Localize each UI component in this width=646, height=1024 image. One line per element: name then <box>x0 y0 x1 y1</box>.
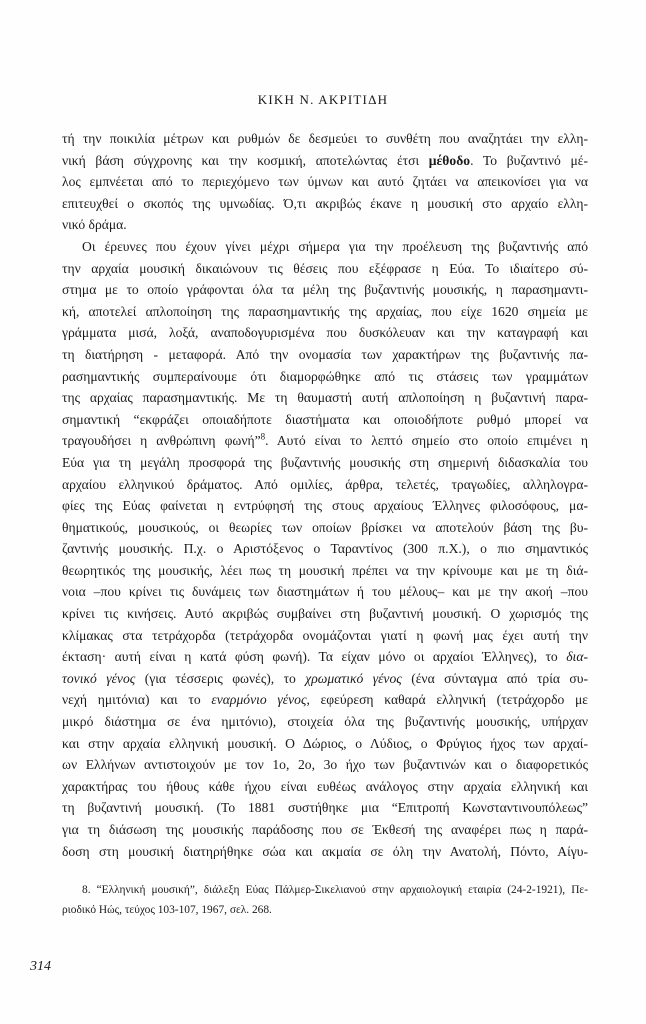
body-line <box>62 646 588 668</box>
body-line: της αρχαίας παρασημαντικής. Με τη θαυμαστή αυτή απλοποίηση η βυζαντινή παρα- <box>62 390 588 406</box>
body-line: και στην αρχαία ελληνική μουσική. Ο Δώριος, ο Λύδιος, ο Φρύγιος ήχος των αρχαί- <box>62 735 588 751</box>
body-line: γράμματα μισά, λοξά, αναποδογυρισμένα που δυσκόλευαν και την καταγραφή και <box>62 325 588 341</box>
body-line: νοια –που κρίνει τις δυνάμεις των διαστημάτων ή του μέλους– και με την ακοή –που <box>62 584 588 600</box>
bold-term: μέθοδο <box>428 152 471 168</box>
body-line: για τη διάσωση της μουσικής παράδοσης που σε Έκθεσή της αναφέρει πως η παρά- <box>62 822 588 837</box>
text-run: (ένα σύνταγμα από τρία συ- <box>401 670 588 686</box>
italic-term: χρωματικό γένος <box>305 670 402 686</box>
text-run: νική βάση σύγχρονης και την κοσμική, αποτελώντας έτσι <box>62 152 429 168</box>
body-line: επιτευχθεί ο σκοπός της υμνωδίας. Ό,τι ακριβώς έκανε η μουσική στο αρχαίο ελλη- <box>62 195 588 211</box>
body-line: ων Ελλήνων αντιστοιχούν με τον 1ο, 2ο, 3ο ήχο των βυζαντινών και ο διαφορετικός <box>62 757 588 773</box>
body-line: κλίμακας στα τετράχορδα (τετράχορδα ονομάζονται γιατί η φωνή μας έχει αυτή την <box>62 627 588 643</box>
body-line: ζαντινής μουσικής. Π.χ. ο Αριστόξενος ο Ταραντίνος (300 π.Χ.), ο πιο σημαντικός <box>62 541 588 557</box>
body-line: ρασημαντικής συμπεραίνουμε ότι διαμορφώθηκε από τις στάσεις των γραμμάτων <box>62 368 588 384</box>
body-line <box>62 150 588 172</box>
body-line: τη βυζαντινή μουσική. (Το 1881 συστήθηκε μια “Επιτροπή Κωνσταντινουπόλεως” <box>62 800 588 816</box>
body-line: κρίνει τις κινήσεις. Αυτό ακριβώς συμβαίνει στη βυζαντινή μουσική. Ο χωρισμός της <box>62 606 588 622</box>
body-line: αρχαίου ελληνικού δράματος. Από ομιλίες, άρθρα, τελετές, τραγωδίες, αλληλογρα- <box>62 476 588 492</box>
body-text <box>62 128 588 862</box>
italic-term: εναρμόνιο γένος <box>211 692 307 708</box>
text-run: τραγουδήσει η ανθρώπινη φωνή” <box>62 433 261 449</box>
body-line: μικρό διάστημα σε ένα ημιτόνιο), στοιχεία όλα της βυζαντινής μουσικής, υπήρχαν <box>62 714 588 730</box>
italic-term: δια- <box>566 649 588 665</box>
footnote-line: ριοδικό Ηώς, τεύχος 103-107, 1967, σελ. 268. <box>62 904 272 916</box>
body-line: φίες της Εύας φαίνεται η εντρύφησή της στους αρχαίους Έλληνες φιλοσόφους, μα- <box>62 498 588 514</box>
body-line: Εύα για τη μεγάλη προσφορά της βυζαντινής μουσικής στη σημερινή διδασκαλία του <box>62 454 588 470</box>
footnote-marker[interactable]: 8 <box>260 431 266 442</box>
text-run: έκταση· αυτή είναι η κατά φύση φωνή). Τα είχαν μόνο οι αρχαίοι Έλληνες), το <box>62 649 567 665</box>
text-run: , εφεύρεση καθαρά ελληνική (τετράχορδο με <box>306 692 588 708</box>
footnote-line: 8. “Ελληνική μουσική”, διάλεξη Εύας Πάλμερ-Σικελιανού στην αρχαιολογική εταιρία (24-2-1921), Πε- <box>82 884 588 896</box>
body-line: την αρχαία μουσική δικαιώνουν τις θέσεις που εξέφρασε η Εύα. Το ιδιαίτερο σύ- <box>62 260 588 276</box>
body-line: θεωρητικός της μουσικής, λέει πως τη μουσική πρέπει να την κρίνουμε και με τη διά- <box>62 562 588 578</box>
body-line: στημα με το οποίο γράφονται όλα τα μέλη της βυζαντινής μουσικής, η παρασημαντι- <box>62 282 588 298</box>
body-line: λος εμπνέεται από το περιεχόμενο των ύμνων και αυτό ζητάει να απεικονίσει για να <box>62 174 588 190</box>
body-line: δοση στη μουσική διατηρήθηκε σώα και ακμαία σε όλη την Ανατολή, Πόντο, Αίγυ- <box>62 843 588 859</box>
body-line <box>62 668 588 690</box>
text-run: . Αυτό είναι το λεπτό σημείο στο οποίο επιμένει η <box>265 433 588 449</box>
body-line: νικό δράμα. <box>62 217 127 233</box>
body-line: Οι έρευνες που έχουν γίνει μέχρι σήμερα για την προέλευση της βυζαντινής από <box>82 238 588 254</box>
body-line: τη διατήρηση - μεταφορά. Από την ονομασία των χαρακτήρων της βυζαντινής πα- <box>62 346 588 362</box>
footnotes <box>62 880 588 920</box>
body-line: κή, αποτελεί απλοποίηση της παρασημαντικής της αρχαίας, που είχε 1620 σημεία με <box>62 303 588 319</box>
text-run: νεχή ημιτόνια) και το <box>62 692 212 708</box>
body-line: θηματικούς, μουσικούς, οι θεωρίες των οποίων βρίσκει να αποτελούν βάση της βυ- <box>62 519 588 535</box>
body-line <box>62 689 588 711</box>
body-line <box>62 430 588 452</box>
text-run: (για τέσσερις φωνές), το <box>135 670 306 686</box>
page-number: 314 <box>30 959 51 974</box>
body-line: τή την ποικιλία μέτρων και ρυθμών δε δεσμεύει το συνθέτη που αναζητάει την ελλη- <box>62 131 588 146</box>
text-run: . Το βυζαντινό μέ- <box>470 152 588 168</box>
italic-term: τονικό γένος <box>62 670 136 686</box>
body-line: σημαντική “εκφράζει οποιαδήποτε διαστήματα και οποιοδήποτε ρυθμό μπορεί να <box>62 411 588 427</box>
body-line: χαρακτήρας του ήθους κάθε ήχου είναι ευθέως ανάλογος στην αρχαία ελληνική και <box>62 778 588 794</box>
running-head: ΚΙΚΗ Ν. ΑΚΡΙΤΙΔΗ <box>257 92 389 107</box>
